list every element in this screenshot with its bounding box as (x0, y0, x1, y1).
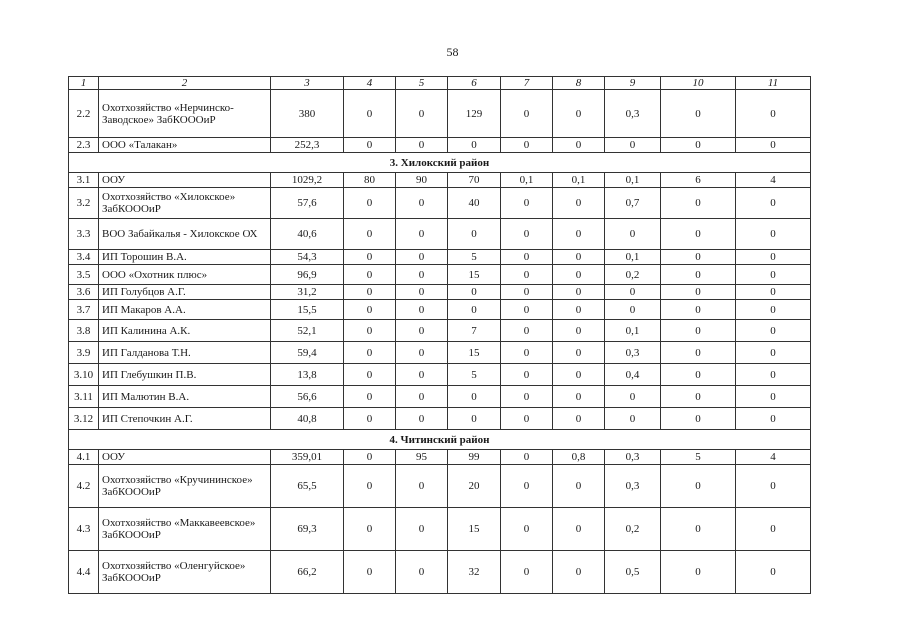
table-cell: 40,8 (271, 408, 344, 430)
table-cell: 4 (736, 173, 811, 188)
table-cell: 0 (396, 90, 448, 138)
table-cell: 0 (396, 320, 448, 342)
table-cell: 0 (344, 551, 396, 594)
table-cell: 31,2 (271, 285, 344, 300)
table-row (69, 450, 811, 465)
table-cell: 0 (501, 138, 553, 153)
section-title: 3. Хилокский район (69, 153, 811, 173)
table-cell: 0 (344, 138, 396, 153)
row-name: ИП Торошин В.А. (99, 250, 271, 265)
table-row (69, 90, 811, 138)
row-name: ИП Голубцов А.Г. (99, 285, 271, 300)
table-cell: 15,5 (271, 300, 344, 320)
header-row (69, 77, 811, 90)
table-cell: 66,2 (271, 551, 344, 594)
table-cell: 0 (736, 188, 811, 219)
table-cell: 0,3 (605, 450, 661, 465)
table-cell: 0 (501, 285, 553, 300)
table-cell: 0 (553, 342, 605, 364)
table-cell: 0,5 (605, 551, 661, 594)
table-cell: 0 (344, 320, 396, 342)
row-number: 3.7 (69, 300, 99, 320)
table-row (69, 551, 811, 594)
row-number: 3.3 (69, 219, 99, 250)
table-row (69, 173, 811, 188)
table-row (69, 320, 811, 342)
table-cell: 0 (736, 320, 811, 342)
table-cell: 40 (448, 188, 501, 219)
table-cell: 0 (553, 300, 605, 320)
table-cell: 0 (501, 551, 553, 594)
table-cell: 0 (396, 465, 448, 508)
row-number: 4.4 (69, 551, 99, 594)
table-cell: 0 (661, 342, 736, 364)
table-cell: 99 (448, 450, 501, 465)
table-cell: 7 (448, 320, 501, 342)
section-header-row (69, 430, 811, 450)
row-number: 4.3 (69, 508, 99, 551)
table-cell: 0 (501, 265, 553, 285)
table-cell: 0 (553, 551, 605, 594)
column-header: 5 (396, 77, 448, 90)
table-cell: 0 (736, 364, 811, 386)
table-cell: 0 (396, 219, 448, 250)
table-cell: 0 (344, 265, 396, 285)
row-number: 3.8 (69, 320, 99, 342)
table-cell: 57,6 (271, 188, 344, 219)
table-row (69, 465, 811, 508)
table-cell: 0 (344, 300, 396, 320)
table-cell: 0 (736, 285, 811, 300)
table-cell: 0 (396, 508, 448, 551)
column-header: 10 (661, 77, 736, 90)
table-cell: 0 (661, 188, 736, 219)
table-cell: 0 (501, 408, 553, 430)
row-name: ООО «Талакан» (99, 138, 271, 153)
table-cell: 69,3 (271, 508, 344, 551)
row-name: ООО «Охотник плюс» (99, 265, 271, 285)
table-cell: 0 (344, 364, 396, 386)
table-cell: 0 (501, 386, 553, 408)
table-cell: 0 (448, 138, 501, 153)
row-number: 2.3 (69, 138, 99, 153)
table-row (69, 364, 811, 386)
table-cell: 52,1 (271, 320, 344, 342)
table-row (69, 219, 811, 250)
table-cell: 0 (605, 386, 661, 408)
table-cell: 0 (661, 320, 736, 342)
row-name: ВОО Забайкалья - Хилокское ОХ (99, 219, 271, 250)
table-cell: 0 (396, 138, 448, 153)
table-cell: 0 (553, 265, 605, 285)
table-cell: 15 (448, 508, 501, 551)
table-cell: 0 (605, 300, 661, 320)
row-number: 3.11 (69, 386, 99, 408)
table-cell: 0 (344, 285, 396, 300)
table-cell: 0 (736, 90, 811, 138)
table-cell: 0 (736, 551, 811, 594)
table-cell: 0 (661, 508, 736, 551)
table-cell: 0 (553, 386, 605, 408)
table-cell: 0 (344, 408, 396, 430)
table-cell: 0 (501, 90, 553, 138)
table-cell: 0 (736, 265, 811, 285)
table-cell: 0,1 (605, 250, 661, 265)
table-cell: 0 (448, 300, 501, 320)
table-cell: 0 (553, 408, 605, 430)
row-number: 4.2 (69, 465, 99, 508)
table-cell: 5 (661, 450, 736, 465)
table-cell: 0 (448, 285, 501, 300)
table-row (69, 285, 811, 300)
table-cell: 0 (736, 508, 811, 551)
table-cell: 0 (501, 450, 553, 465)
table-cell: 0 (501, 342, 553, 364)
table-cell: 80 (344, 173, 396, 188)
table-cell: 0 (501, 320, 553, 342)
row-name: ИП Степочкин А.Г. (99, 408, 271, 430)
row-number: 3.10 (69, 364, 99, 386)
table-cell: 0 (344, 188, 396, 219)
table-row (69, 386, 811, 408)
table-cell: 0 (661, 408, 736, 430)
table-cell: 20 (448, 465, 501, 508)
table-row (69, 188, 811, 219)
table-cell: 0,3 (605, 465, 661, 508)
table-cell: 0,1 (605, 173, 661, 188)
table-cell: 0 (605, 219, 661, 250)
table-cell: 0 (501, 188, 553, 219)
row-number: 3.12 (69, 408, 99, 430)
table-cell: 0 (553, 188, 605, 219)
table-cell: 15 (448, 265, 501, 285)
table-cell: 0,1 (553, 173, 605, 188)
table-cell: 54,3 (271, 250, 344, 265)
table-cell: 5 (448, 364, 501, 386)
table-cell: 0 (661, 138, 736, 153)
table-cell: 359,01 (271, 450, 344, 465)
row-name: Охотхозяйство «Оленгуйское» ЗабКОООиР (99, 551, 271, 594)
row-name: ИП Макаров А.А. (99, 300, 271, 320)
table-cell: 0 (736, 465, 811, 508)
table-cell: 0 (396, 342, 448, 364)
table-cell: 0,2 (605, 265, 661, 285)
row-number: 3.2 (69, 188, 99, 219)
table-cell: 0 (736, 219, 811, 250)
row-number: 4.1 (69, 450, 99, 465)
table-cell: 0 (448, 386, 501, 408)
table-cell: 0 (396, 364, 448, 386)
table-cell: 252,3 (271, 138, 344, 153)
table-cell: 0,2 (605, 508, 661, 551)
table-cell: 0,3 (605, 90, 661, 138)
row-name: Охотхозяйство «Нерчинско-Заводское» ЗабКОООиР (99, 90, 271, 138)
table-cell: 0 (736, 408, 811, 430)
table-cell: 0 (344, 342, 396, 364)
table-cell: 0 (344, 465, 396, 508)
table-cell: 0 (553, 250, 605, 265)
row-number: 3.9 (69, 342, 99, 364)
table-cell: 0 (553, 508, 605, 551)
row-name: Охотхозяйство «Маккавеевское» ЗабКОООиР (99, 508, 271, 551)
table-cell: 0 (448, 219, 501, 250)
table-cell: 0 (661, 265, 736, 285)
table-cell: 0 (501, 250, 553, 265)
table-cell: 0 (736, 300, 811, 320)
column-header: 3 (271, 77, 344, 90)
column-header: 7 (501, 77, 553, 90)
table-cell: 0,7 (605, 188, 661, 219)
column-header: 4 (344, 77, 396, 90)
table-cell: 5 (448, 250, 501, 265)
table-cell: 0 (501, 364, 553, 386)
table-cell: 0 (501, 508, 553, 551)
table-cell: 0 (448, 408, 501, 430)
table-row (69, 265, 811, 285)
table-cell: 0 (396, 285, 448, 300)
table-cell: 0 (605, 408, 661, 430)
table-cell: 0 (736, 386, 811, 408)
row-name: ООУ (99, 173, 271, 188)
table-cell: 0 (736, 342, 811, 364)
table-cell: 0 (344, 450, 396, 465)
table-cell: 0 (661, 386, 736, 408)
table-cell: 56,6 (271, 386, 344, 408)
table-cell: 0 (396, 386, 448, 408)
table-cell: 0 (344, 250, 396, 265)
table-cell: 0 (344, 90, 396, 138)
row-number: 2.2 (69, 90, 99, 138)
table-cell: 0 (661, 300, 736, 320)
section-title: 4. Читинский район (69, 430, 811, 450)
table-cell: 70 (448, 173, 501, 188)
row-number: 3.5 (69, 265, 99, 285)
table-cell: 0 (553, 285, 605, 300)
table-cell: 0 (344, 508, 396, 551)
column-header: 2 (99, 77, 271, 90)
table-cell: 0 (344, 386, 396, 408)
table-cell: 1029,2 (271, 173, 344, 188)
table-cell: 0 (661, 364, 736, 386)
table-cell: 0,4 (605, 364, 661, 386)
table-cell: 0,1 (605, 320, 661, 342)
table-cell: 0 (605, 285, 661, 300)
table-cell: 0 (553, 90, 605, 138)
table-cell: 0 (396, 300, 448, 320)
table-cell: 0,3 (605, 342, 661, 364)
data-table (68, 76, 811, 594)
table-cell: 96,9 (271, 265, 344, 285)
row-name: ООУ (99, 450, 271, 465)
column-header: 1 (69, 77, 99, 90)
table-cell: 40,6 (271, 219, 344, 250)
table-cell: 0 (553, 465, 605, 508)
table-cell: 0 (501, 219, 553, 250)
table-cell: 0 (553, 364, 605, 386)
table-cell: 129 (448, 90, 501, 138)
table-cell: 13,8 (271, 364, 344, 386)
table-cell: 0 (553, 219, 605, 250)
row-name: ИП Галданова Т.Н. (99, 342, 271, 364)
table-cell: 0 (553, 138, 605, 153)
table-cell: 0 (553, 320, 605, 342)
column-header: 6 (448, 77, 501, 90)
table-cell: 0 (661, 285, 736, 300)
table-cell: 59,4 (271, 342, 344, 364)
table-cell: 0 (661, 250, 736, 265)
row-name: Охотхозяйство «Хилокское» ЗабКОООиР (99, 188, 271, 219)
table-cell: 0 (396, 188, 448, 219)
table-cell: 0 (736, 138, 811, 153)
table-cell: 32 (448, 551, 501, 594)
row-number: 3.4 (69, 250, 99, 265)
table-cell: 65,5 (271, 465, 344, 508)
table-cell: 0 (605, 138, 661, 153)
table-cell: 0 (396, 551, 448, 594)
table-cell: 0 (501, 465, 553, 508)
table-cell: 95 (396, 450, 448, 465)
section-header-row (69, 153, 811, 173)
table-cell: 0 (396, 265, 448, 285)
table-cell: 0 (661, 551, 736, 594)
table-cell: 90 (396, 173, 448, 188)
table-cell: 0 (396, 408, 448, 430)
table-cell: 4 (736, 450, 811, 465)
row-name: ИП Глебушкин П.В. (99, 364, 271, 386)
row-name: Охотхозяйство «Кручининское» ЗабКОООиР (99, 465, 271, 508)
table-row (69, 300, 811, 320)
table-cell: 0 (501, 300, 553, 320)
table-row (69, 342, 811, 364)
column-header: 11 (736, 77, 811, 90)
table-row (69, 138, 811, 153)
table-cell: 0 (661, 465, 736, 508)
row-name: ИП Малютин В.А. (99, 386, 271, 408)
table-cell: 0 (736, 250, 811, 265)
row-number: 3.6 (69, 285, 99, 300)
table-cell: 0,8 (553, 450, 605, 465)
table-row (69, 508, 811, 551)
column-header: 9 (605, 77, 661, 90)
table-cell: 380 (271, 90, 344, 138)
table-cell: 0,1 (501, 173, 553, 188)
table-cell: 0 (661, 90, 736, 138)
row-number: 3.1 (69, 173, 99, 188)
table-cell: 0 (344, 219, 396, 250)
table-row (69, 408, 811, 430)
table-cell: 0 (661, 219, 736, 250)
column-header: 8 (553, 77, 605, 90)
row-name: ИП Калинина А.К. (99, 320, 271, 342)
page-number: 58 (446, 45, 459, 59)
table-cell: 0 (396, 250, 448, 265)
table-cell: 15 (448, 342, 501, 364)
table-row (69, 250, 811, 265)
table-cell: 6 (661, 173, 736, 188)
